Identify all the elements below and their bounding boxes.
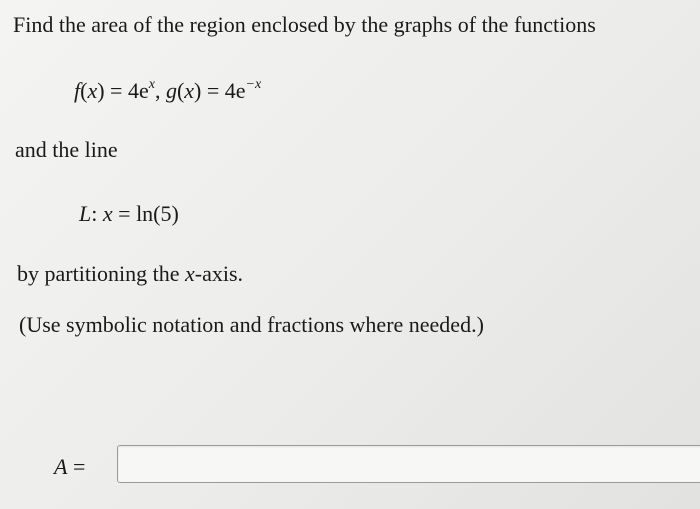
answer-input[interactable] [117,445,700,483]
line-rhs: ln(5) [136,201,179,226]
answer-var: A [54,454,68,479]
g-arg: x [184,78,195,103]
and-the-line-text: and the line [15,137,118,162]
g-rhs: 4e [224,78,246,103]
line-label: L [79,201,92,226]
partition-instruction [17,261,243,287]
line-var: x [102,201,113,226]
notation-hint: (Use symbolic notation and fractions where needed.) [19,312,484,337]
question-prompt: Find the area of the region enclosed by the graphs of the functions [13,12,596,37]
function-definitions: $f(x) = 4e^x$, $g(x) = 4e^{-x}$ [74,76,262,103]
line-equation: L: x = ln(5) [79,201,179,226]
f-arg: x [87,78,98,103]
f-name: f [74,78,81,103]
f-exponent: x [148,76,155,92]
partition-suffix: -axis. [194,261,244,286]
partition-prefix: by partitioning the [17,261,186,286]
f-rhs: 4e [127,78,149,103]
partition-var: x [185,261,195,286]
g-exponent: −x [245,76,262,92]
g-name: g [165,78,177,103]
answer-label: A = [54,454,86,479]
